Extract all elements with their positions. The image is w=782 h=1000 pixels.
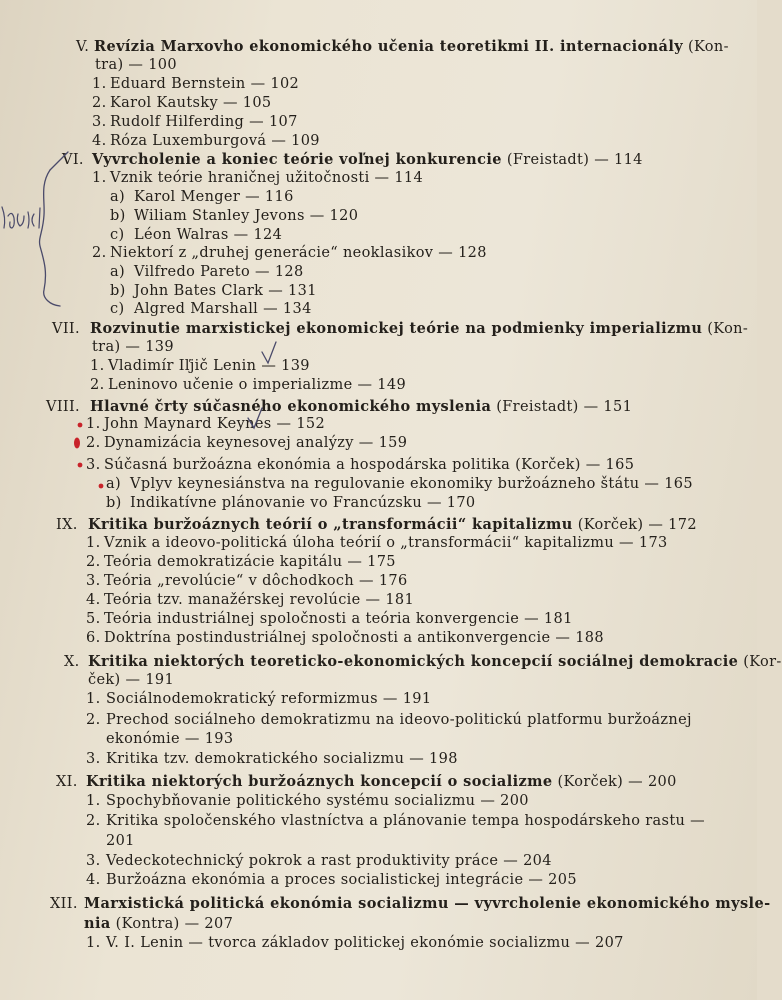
entry-number: 1. — [86, 416, 101, 432]
entry-number: a) — [110, 264, 126, 280]
entry-number: 2. — [90, 377, 105, 393]
entry-rest: Vznik teórie hraničnej užitočnosti — 114 — [110, 170, 424, 186]
entry-rest: Indikatívne plánovanie vo Francúzsku — 170 — [130, 495, 476, 511]
entry-rest: Vplyv keynesiánstva na regulovanie ekonomiky buržoázneho štátu — 165 — [130, 476, 693, 492]
entry-title: Kritika buržoáznych teórií o „transformácii“ kapitalizmu — [88, 516, 573, 533]
entry-rest: Karol Menger — 116 — [134, 189, 294, 205]
entry-number: 2. — [86, 554, 101, 570]
entry-rest: (Korček) — 172 — [572, 517, 697, 533]
entry-rest: Wiliam Stanley Jevons — 120 — [134, 208, 359, 224]
entry-rest: Karol Kautsky — 105 — [110, 95, 272, 111]
entry-number: 2. — [86, 712, 101, 728]
handwritten-note-klasici — [2, 207, 40, 228]
entry-number: 1. — [90, 358, 105, 374]
entry-rest: Buržoázna ekonómia a proces socialistickej integrácie — 205 — [106, 872, 577, 888]
entry-rest: Rudolf Hilferding — 107 — [110, 114, 298, 130]
entry-rest: Kritika tzv. demokratického socializmu — 198 — [106, 751, 458, 767]
entry-number: 3. — [92, 114, 107, 130]
entry-number: XII. — [50, 896, 78, 912]
entry-rest: Léon Walras — 124 — [134, 227, 283, 243]
entry-rest: Dynamizácia keynesovej analýzy — 159 — [104, 435, 408, 451]
entry-rest: John Maynard Keynes — 152 — [104, 416, 326, 432]
entry-number: 6. — [86, 630, 101, 646]
entry-rest: (Korček) — 200 — [552, 774, 677, 790]
red-dot-markers — [74, 423, 103, 489]
entry-number: a) — [106, 476, 122, 492]
entry-title: Hlavné črty súčasného ekonomického myslenia — [90, 398, 492, 415]
pencil-brace — [40, 152, 68, 306]
entry-rest: V. I. Lenin — tvorca základov politickej ekonómie socializmu — 207 — [106, 935, 624, 951]
entry-number: X. — [64, 654, 80, 670]
entry-rest: tra) — 100 — [95, 57, 177, 73]
entry-number: V. — [76, 39, 90, 55]
entry-rest: Vznik a ideovo-politická úloha teórií o „transformácii“ kapitalizmu — 173 — [104, 535, 668, 551]
entry-rest: Sociálnodemokratický reformizmus — 191 — [106, 691, 432, 707]
entry-number: 1. — [92, 76, 107, 92]
entry-rest: Vilfredo Pareto — 128 — [134, 264, 304, 280]
entry-number: b) — [110, 208, 126, 224]
entry-number: 4. — [86, 872, 101, 888]
entry-number: 3. — [86, 853, 101, 869]
entry-title: Kritika niektorých buržoáznych koncepcií o socializme — [86, 773, 553, 790]
entry-rest: John Bates Clark — 131 — [134, 283, 317, 299]
entry-number: b) — [110, 283, 126, 299]
entry-rest: 201 — [106, 833, 135, 849]
entry-number: 3. — [86, 457, 101, 473]
entry-number: 2. — [92, 95, 107, 111]
entry-rest: (Kor- — [738, 654, 782, 670]
entry-rest: Kritika spoločenského vlastníctva a plánovanie tempa hospodárskeho rastu — — [106, 813, 706, 829]
entry-rest: tra) — 139 — [92, 339, 174, 355]
entry-rest: Algred Marshall — 134 — [134, 301, 312, 317]
entry-title: Kritika niektorých teoreticko-ekonomických koncepcií sociálnej demokracie — [88, 653, 739, 670]
entry-number: 1. — [86, 793, 101, 809]
entry-rest: Doktrína postindustriálnej spoločnosti a antikonvergencie — 188 — [104, 630, 604, 646]
entry-number: c) — [110, 227, 125, 243]
entry-rest: (Freistadt) — 114 — [501, 152, 643, 168]
entry-rest: Spochybňovanie politického systému socializmu — 200 — [106, 793, 529, 809]
entry-rest: Teória industriálnej spoločnosti a teória konvergencie — 181 — [104, 611, 573, 627]
entry-rest: Vedeckotechnický pokrok a rast produktivity práce — 204 — [106, 853, 552, 869]
entry-number: 2. — [86, 435, 101, 451]
entry-title: nia — [84, 915, 111, 932]
entry-number: 3. — [86, 751, 101, 767]
entry-number: 4. — [92, 133, 107, 149]
entry-number: VI. — [62, 152, 84, 168]
entry-number: VIII. — [46, 399, 81, 415]
entry-number: 1. — [86, 535, 101, 551]
entry-rest: Prechod sociálneho demokratizmu na ideovo-politickú platformu buržoáznej — [106, 712, 692, 728]
entry-rest: Róza Luxemburgová — 109 — [110, 133, 320, 149]
entry-rest: (Kon- — [683, 39, 729, 55]
entry-number: 1. — [86, 935, 101, 951]
entry-rest: (Kon- — [702, 321, 749, 337]
entry-rest: Leninovo učenie o imperializme — 149 — [108, 377, 407, 393]
entry-number: 2. — [92, 245, 107, 261]
entry-rest: Teória demokratizácie kapitálu — 175 — [104, 554, 396, 570]
entry-title: Marxistická politická ekonómia socializmu — vyvrcholenie ekonomického mysle- — [84, 895, 771, 912]
entry-title: Rozvinutie marxistickej ekonomickej teórie na podmienky imperializmu — [90, 320, 703, 337]
entry-number: 5. — [86, 611, 101, 627]
entry-rest: (Freistadt) — 151 — [491, 399, 633, 415]
entry-rest: (Kontra) — 207 — [110, 916, 234, 932]
entry-title: Revízia Marxovho ekonomického učenia teoretikmi II. internacionály — [94, 38, 684, 55]
entry-rest: ček) — 191 — [88, 672, 175, 688]
entry-title: Vyvrcholenie a koniec teórie voľnej konkurencie — [92, 151, 502, 168]
entry-rest: Teória „revolúcie“ v dôchodkoch — 176 — [104, 573, 408, 589]
entry-number: 1. — [92, 170, 107, 186]
pencil-checkmarks — [248, 342, 276, 428]
entry-number: VII. — [52, 321, 80, 337]
entry-number: 3. — [86, 573, 101, 589]
entry-number: IX. — [56, 517, 78, 533]
entry-rest: Súčasná buržoázna ekonómia a hospodárska politika (Korček) — 165 — [104, 457, 635, 473]
entry-number: 2. — [86, 813, 101, 829]
entry-number: b) — [106, 495, 122, 511]
entry-rest: Vladimír Iľjič Lenin — 139 — [108, 358, 310, 374]
entry-number: a) — [110, 189, 126, 205]
entry-rest: ekonómie — 193 — [106, 731, 234, 747]
entry-rest: Eduard Bernstein — 102 — [110, 76, 300, 92]
entry-rest: Niektorí z „druhej generácie“ neoklasikov — 128 — [110, 245, 487, 261]
entry-number: 4. — [86, 592, 101, 608]
entry-number: c) — [110, 301, 125, 317]
entry-number: 1. — [86, 691, 101, 707]
entry-rest: Teória tzv. manažérskej revolúcie — 181 — [104, 592, 415, 608]
entry-number: XI. — [56, 774, 78, 790]
